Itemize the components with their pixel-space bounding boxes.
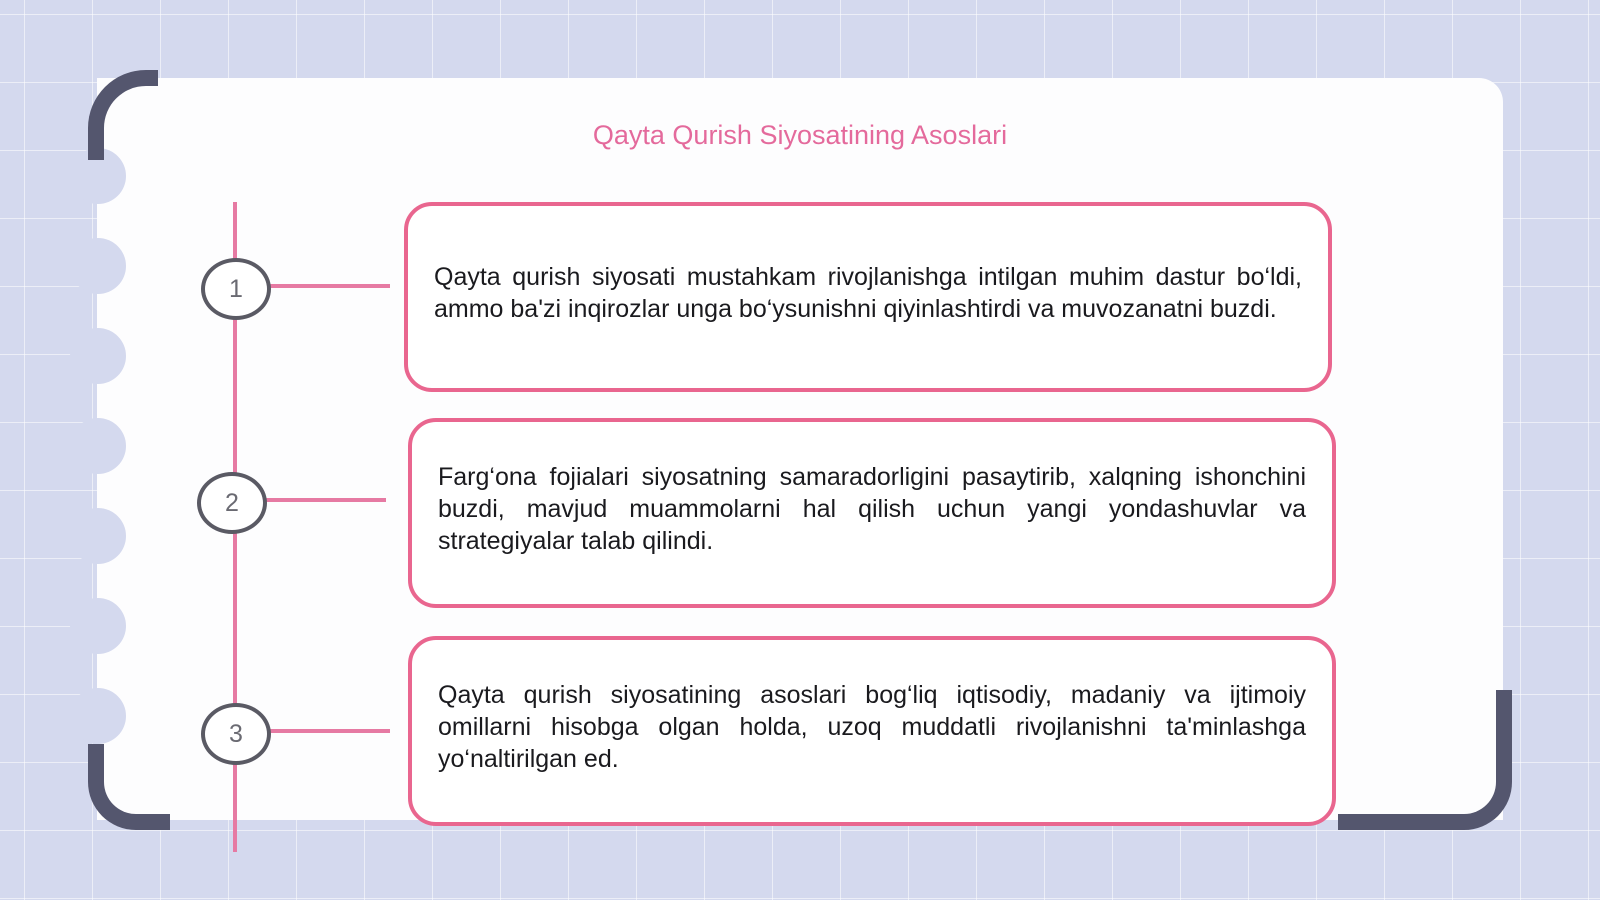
point-card-3 bbox=[408, 636, 1336, 826]
point-text-3: Qayta qurish siyosatining asoslari bog‘liq iqtisodiy, madaniy va ijtimoiy omillarni hisobga olgan holda, uzoq muddatli rivojlanishni ta'minlashga yo‘naltirilgan ed. bbox=[438, 681, 1306, 773]
binder-notch bbox=[70, 238, 126, 294]
timeline-node-3: 3 bbox=[201, 703, 271, 765]
binder-notch bbox=[70, 598, 126, 654]
timeline-connector bbox=[264, 498, 386, 502]
timeline-connector bbox=[268, 284, 390, 288]
frame-corner-bottom-right bbox=[1338, 690, 1512, 830]
timeline-node-1: 1 bbox=[201, 258, 271, 320]
point-card-1 bbox=[404, 202, 1332, 392]
point-card-2 bbox=[408, 418, 1336, 608]
binder-notch bbox=[70, 418, 126, 474]
timeline-node-2: 2 bbox=[197, 472, 267, 534]
binder-notch bbox=[70, 688, 126, 744]
timeline-connector bbox=[268, 729, 390, 733]
binder-notch bbox=[70, 508, 126, 564]
point-text-2: Farg‘ona fojialari siyosatning samaradorligini pasaytirib, xalqning ishonchini buzdi, mavjud muammolarni hal qilish uchun yangi yondashuvlar va strategiyalar talab qilindi. bbox=[438, 463, 1306, 555]
binder-notch bbox=[70, 328, 126, 384]
point-text-1: Qayta qurish siyosati mustahkam rivojlanishga intilgan muhim dastur bo‘ldi, ammo ba'zi inqirozlar unga bo‘ysunishni qiyinlashtirdi va muvozanatni buzdi. bbox=[434, 263, 1302, 323]
slide-title: Qayta Qurish Siyosatining Asoslari bbox=[592, 120, 1008, 150]
